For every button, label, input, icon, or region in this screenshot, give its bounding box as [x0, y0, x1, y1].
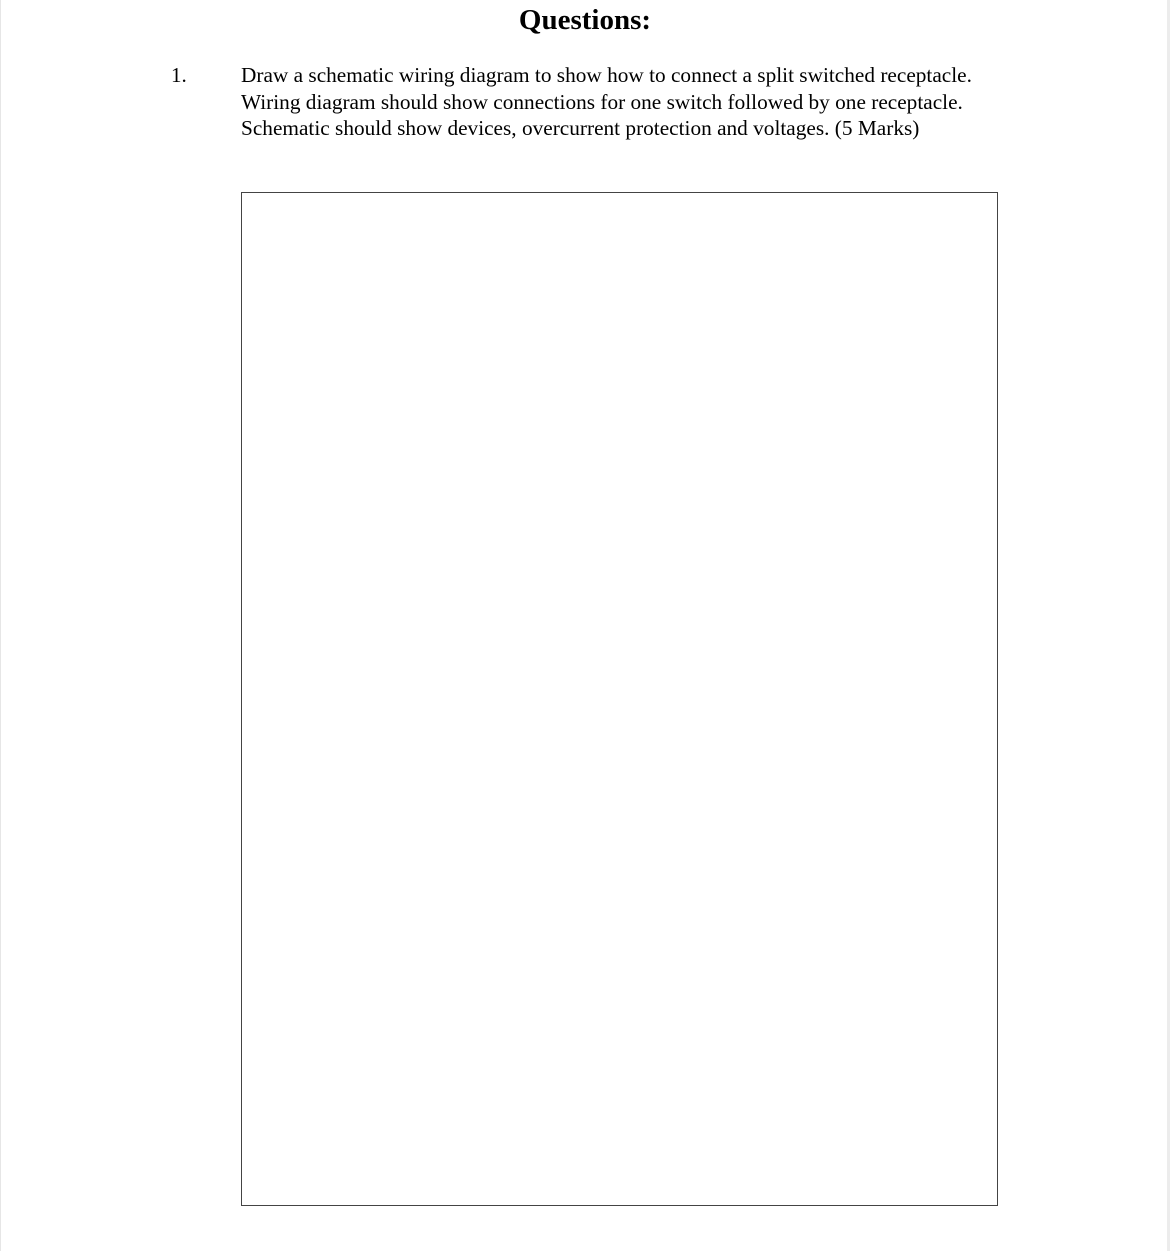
page-edge-left: [0, 0, 1, 1251]
page-title: Questions:: [518, 4, 652, 36]
question-number: 1.: [171, 63, 187, 87]
answer-box[interactable]: [241, 192, 998, 1206]
question-text: Draw a schematic wiring diagram to show how to connect a split switched receptacle. Wiring diagram should show connections for one switch followed by one receptacle. Schematic should show devices, overcurrent protection and voltages. (5 Marks): [241, 63, 972, 140]
